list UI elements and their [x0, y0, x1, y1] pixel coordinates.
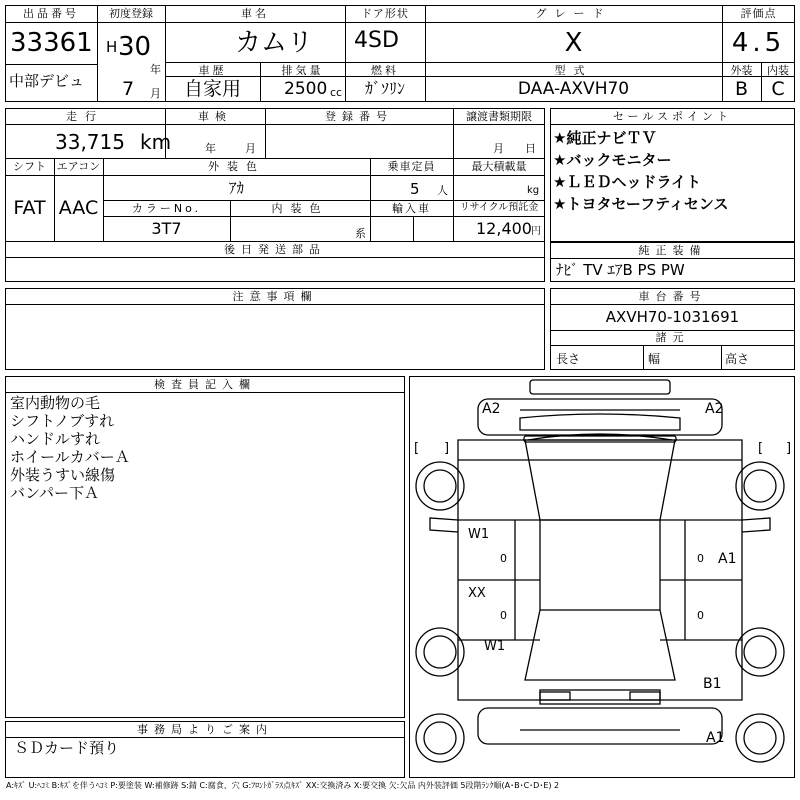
mark-bracket-left: [ — [414, 441, 420, 456]
recycle-unit: 円 — [531, 226, 541, 237]
transfer-day-unit: 日 — [525, 142, 536, 155]
length-label: 長さ — [556, 352, 581, 366]
lot-number: 33361 — [10, 28, 93, 58]
first-reg-year: 30 — [118, 32, 152, 62]
office-note: ＳＤカード預り — [14, 739, 120, 757]
ac-label: エアコン — [56, 160, 101, 173]
score-label: 評価点 — [740, 7, 777, 20]
chassis-number: AXVH70-1031691 — [605, 308, 740, 326]
first-reg-label: 初度登録 — [109, 7, 153, 20]
mark-front-left: A2 — [482, 401, 501, 417]
capacity-unit: 人 — [437, 184, 448, 197]
damage-diagram — [409, 376, 795, 778]
inspection-year-unit: 年 — [205, 142, 216, 155]
mark-zero: 0 — [500, 609, 507, 622]
interior-grade: C — [771, 78, 785, 100]
inspector-note: バンパー下Ａ — [10, 484, 99, 502]
mark-zero: 0 — [697, 552, 704, 565]
height-label: 高さ — [725, 352, 750, 366]
mileage: 33,715 — [55, 130, 125, 154]
mark-bracket-left-close: ] — [444, 441, 450, 456]
width-label: 幅 — [648, 352, 661, 366]
sales-point: ★ＬＥＤヘッドライト — [553, 173, 701, 191]
fuel-label: 燃料 — [371, 64, 399, 77]
reg-no-label: 登録番号 — [325, 110, 393, 123]
mark-zero: 0 — [697, 609, 704, 622]
mark-bracket-right-close: ] — [786, 441, 792, 456]
inspector-note: シフトノブすれ — [10, 412, 115, 430]
chassis-label: 車台番号 — [638, 290, 707, 303]
inspection-label: 車検 — [198, 110, 232, 123]
notes-label: 注意事項欄 — [232, 290, 318, 303]
recycle-label: リサイクル預託金 — [459, 202, 539, 213]
mark-front-right: A2 — [705, 401, 724, 417]
first-reg-month: 7 — [122, 78, 135, 100]
displacement-label: 排気量 — [281, 64, 324, 77]
grade: X — [564, 28, 583, 58]
month-unit: 月 — [150, 87, 161, 100]
inspection-month-unit: 月 — [245, 142, 256, 155]
sales-point: ★バックモニター — [553, 151, 672, 169]
inspector-note: ハンドルすれ — [10, 430, 101, 448]
door-label: ドア形状 — [361, 7, 409, 20]
exterior-label: 外装 — [730, 64, 753, 77]
mark-rear-right: B1 — [703, 676, 722, 692]
history: 自家用 — [183, 78, 241, 100]
mark-zero: 0 — [500, 552, 507, 565]
door-type: 4SD — [354, 28, 399, 53]
sales-point: ★純正ナビＴＶ — [553, 129, 657, 147]
score: 4.5 — [731, 28, 786, 58]
transfer-month-unit: 月 — [493, 142, 504, 155]
lot-label: 出品番号 — [23, 7, 79, 20]
car-name-label: 車名 — [241, 7, 269, 20]
office-label: 事務局よりご案内 — [137, 723, 273, 736]
shift: FAT — [13, 197, 46, 219]
year-unit: 年 — [150, 63, 161, 76]
history-label: 車歴 — [198, 64, 227, 77]
inspector-label: 検査員記入欄 — [154, 378, 256, 391]
color-no-label: カラーNo. — [131, 202, 202, 215]
ext-color: ｱｶ — [228, 179, 244, 197]
inspector-note: ホイールカバーＡ — [10, 448, 130, 466]
recycle: 12,400 — [476, 219, 532, 238]
mark-rear-bumper: A1 — [706, 730, 725, 746]
dims-label: 諸元 — [655, 331, 690, 344]
inspector-note: 室内動物の毛 — [10, 394, 101, 412]
equipment-label: 純正装備 — [638, 244, 707, 257]
model-label: 型式 — [554, 64, 593, 77]
mark-side-right: A1 — [718, 551, 737, 567]
import-label: 輸入車 — [392, 202, 431, 215]
legend: A:ｷｽﾞ U:ﾍｺﾐ B:ｷｽﾞを伴うﾍｺﾐ P:要塗装 W:補修跡 S:錆 C:腐食、穴 G:ﾌﾛﾝﾄｶﾞﾗｽ点ｷｽﾞ XX:交換済み X:要交換 欠:欠品 内外装評価 5段階ﾗﾝｸ順(A･B･C･D･E) 2 — [6, 781, 560, 790]
era: H — [106, 38, 118, 56]
model: DAA-AXVH70 — [517, 79, 630, 99]
inspector-note: 外装うすい線傷 — [10, 466, 116, 484]
exterior-grade: B — [734, 78, 749, 100]
displacement-unit: cc — [330, 86, 343, 99]
shift-label: シフト — [13, 160, 46, 173]
color-no: 3T7 — [151, 219, 182, 238]
max-load-label: 最大積載量 — [471, 160, 527, 173]
grade-label: グレード — [535, 7, 612, 20]
interior-label: 内装 — [767, 64, 789, 77]
int-color-label: 内装色 — [271, 202, 329, 215]
debut-label: 中部デビュ — [9, 72, 85, 90]
capacity: 5 — [410, 180, 420, 198]
sales-point: ★トヨタセーフティセンス — [553, 195, 729, 213]
max-load-unit: kg — [527, 185, 540, 196]
displacement: 2500 — [284, 79, 328, 99]
fuel: ｶﾞｿﾘﾝ — [364, 79, 405, 98]
capacity-label: 乗車定員 — [387, 160, 436, 173]
mileage-label: 走行 — [66, 110, 104, 123]
ext-color-label: 外装色 — [208, 160, 265, 173]
int-color-unit: 系 — [355, 227, 366, 240]
equipment: ﾅﾋﾞ TV ｴｱB PS PW — [556, 261, 685, 279]
mark-bracket-right: [ — [758, 441, 764, 456]
sales-points-label: セールスポイント — [612, 110, 732, 123]
mark-door-fl: W1 — [468, 527, 490, 542]
mark-door-rl: W1 — [484, 639, 506, 654]
mileage-unit: km — [140, 130, 172, 154]
mark-door-fl2: XX — [468, 586, 486, 601]
car-name: カムリ — [235, 28, 314, 58]
transfer-label: 譲渡書類期限 — [466, 110, 532, 123]
later-parts-label: 後日発送部品 — [224, 243, 326, 256]
ac: AAC — [58, 197, 99, 219]
